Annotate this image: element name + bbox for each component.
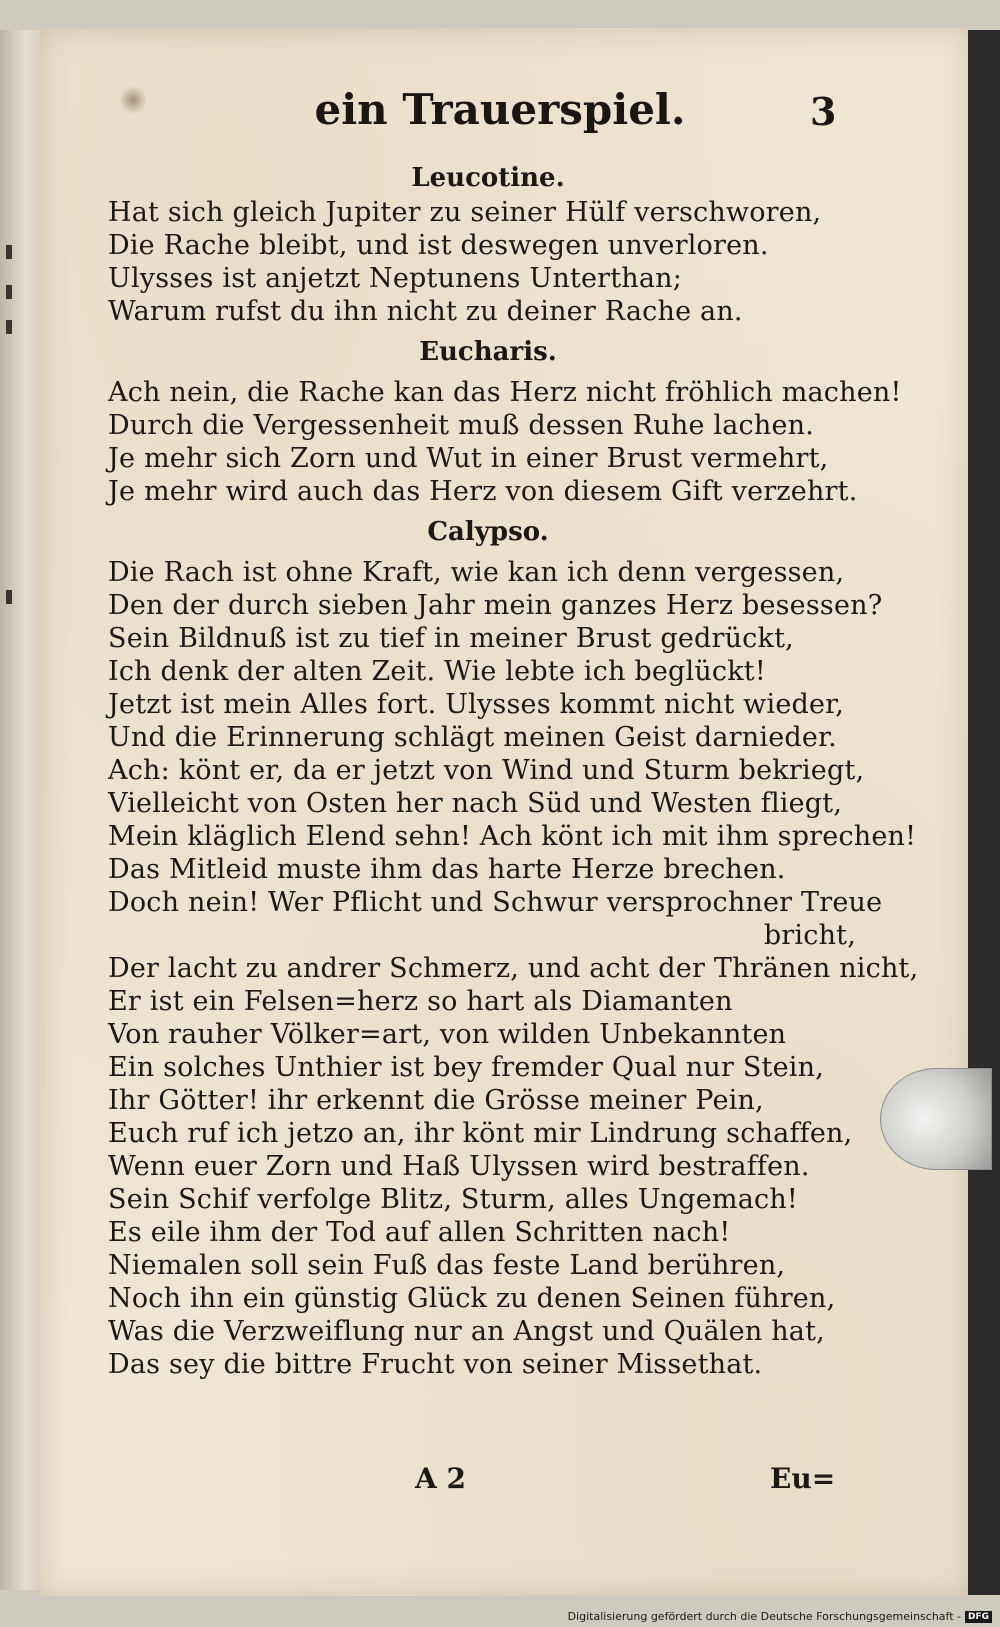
previous-page-edge: [0, 30, 44, 1590]
verse-line: Die Rache bleibt, und ist deswegen unverloren.: [108, 230, 769, 261]
speaker-name: Eucharis.: [419, 337, 557, 367]
verse-line: Niemalen soll sein Fuß das feste Land berühren,: [108, 1250, 786, 1281]
verse-line: Was die Verzweiflung nur an Angst und Quälen hat,: [108, 1316, 825, 1347]
dfg-logo: DFG: [965, 1611, 992, 1623]
verse-line: Den der durch sieben Jahr mein ganzes Herz besessen?: [108, 590, 883, 621]
edge-mark: [6, 245, 12, 259]
catchword: Eu=: [770, 1462, 836, 1495]
page-header: [40, 85, 970, 145]
page-clip: [880, 1068, 992, 1170]
verse-line: Das Mitleid muste ihm das harte Herze brechen.: [108, 854, 786, 885]
signature-mark: A 2: [415, 1462, 466, 1495]
verse-line: Je mehr sich Zorn und Wut in einer Brust vermehrt,: [108, 443, 829, 474]
verse-line: Euch ruf ich jetzo an, ihr könt mir Lindrung schaffen,: [108, 1118, 853, 1149]
verse-line: Von rauher Völker=art, von wilden Unbekannten: [108, 1019, 787, 1050]
speaker-name: Leucotine.: [411, 163, 565, 193]
digitization-credit: [568, 1610, 992, 1623]
verse-line: Doch nein! Wer Pflicht und Schwur versprochner Treue: [108, 887, 883, 918]
verse-line: Ulysses ist anjetzt Neptunens Unterthan;: [108, 263, 683, 294]
verse-line: Wenn euer Zorn und Haß Ulyssen wird bestraffen.: [108, 1151, 810, 1182]
verse-line: Und die Erinnerung schlägt meinen Geist darnieder.: [108, 722, 837, 753]
verse-line: Jetzt ist mein Alles fort. Ulysses kommt nicht wieder,: [108, 689, 845, 720]
verse-line: Ein solches Unthier ist bey fremder Qual nur Stein,: [108, 1052, 824, 1083]
page-number: 3: [810, 89, 837, 134]
verse-line: Er ist ein Felsen=herz so hart als Diamanten: [108, 986, 733, 1017]
credit-text: Digitalisierung gefördert durch die Deutsche Forschungsgemeinschaft -: [567, 1610, 961, 1623]
verse-line: Vielleicht von Osten her nach Süd und Westen fliegt,: [108, 788, 843, 819]
verse-line: Der lacht zu andrer Schmerz, und acht der Thränen nicht,: [108, 953, 919, 984]
verse-line: Ach: könt er, da er jetzt von Wind und Sturm bekriegt,: [108, 755, 865, 786]
verse-line: Ach nein, die Rache kan das Herz nicht fröhlich machen!: [108, 377, 902, 408]
page-footer: [40, 1462, 970, 1502]
edge-mark: [6, 590, 12, 604]
binding-shadow: [968, 30, 1000, 1595]
verse-line: Durch die Vergessenheit muß dessen Ruhe lachen.: [108, 410, 814, 441]
verse-line: Je mehr wird auch das Herz von diesem Gift verzehrt.: [108, 476, 858, 507]
verse-line: Sein Schif verfolge Blitz, Sturm, alles Ungemach!: [108, 1184, 798, 1215]
play-text: [108, 160, 919, 1381]
verse-line: Die Rach ist ohne Kraft, wie kan ich denn vergessen,: [108, 557, 845, 588]
speaker-name: Calypso.: [427, 517, 549, 547]
verse-line: Es eile ihm der Tod auf allen Schritten nach!: [108, 1217, 731, 1248]
verse-line: Warum rufst du ihn nicht zu deiner Rache an.: [108, 296, 743, 327]
running-title: ein Trauerspiel.: [314, 85, 686, 134]
verse-line: Sein Bildnuß ist zu tief in meiner Brust gedrückt,: [108, 623, 794, 654]
edge-mark: [6, 285, 12, 299]
verse-line: Mein kläglich Elend sehn! Ach könt ich mit ihm sprechen!: [108, 821, 917, 852]
edge-mark: [6, 320, 12, 334]
verse-line-carryover: bricht,: [763, 920, 856, 951]
verse-line: Noch ihn ein günstig Glück zu denen Seinen führen,: [108, 1283, 836, 1314]
verse-line: Hat sich gleich Jupiter zu seiner Hülf verschworen,: [108, 197, 822, 228]
verse-line: Ich denk der alten Zeit. Wie lebte ich beglückt!: [108, 656, 766, 687]
verse-line: Das sey die bittre Frucht von seiner Missethat.: [108, 1349, 763, 1380]
verse-line: Ihr Götter! ihr erkennt die Grösse meiner Pein,: [108, 1085, 764, 1116]
